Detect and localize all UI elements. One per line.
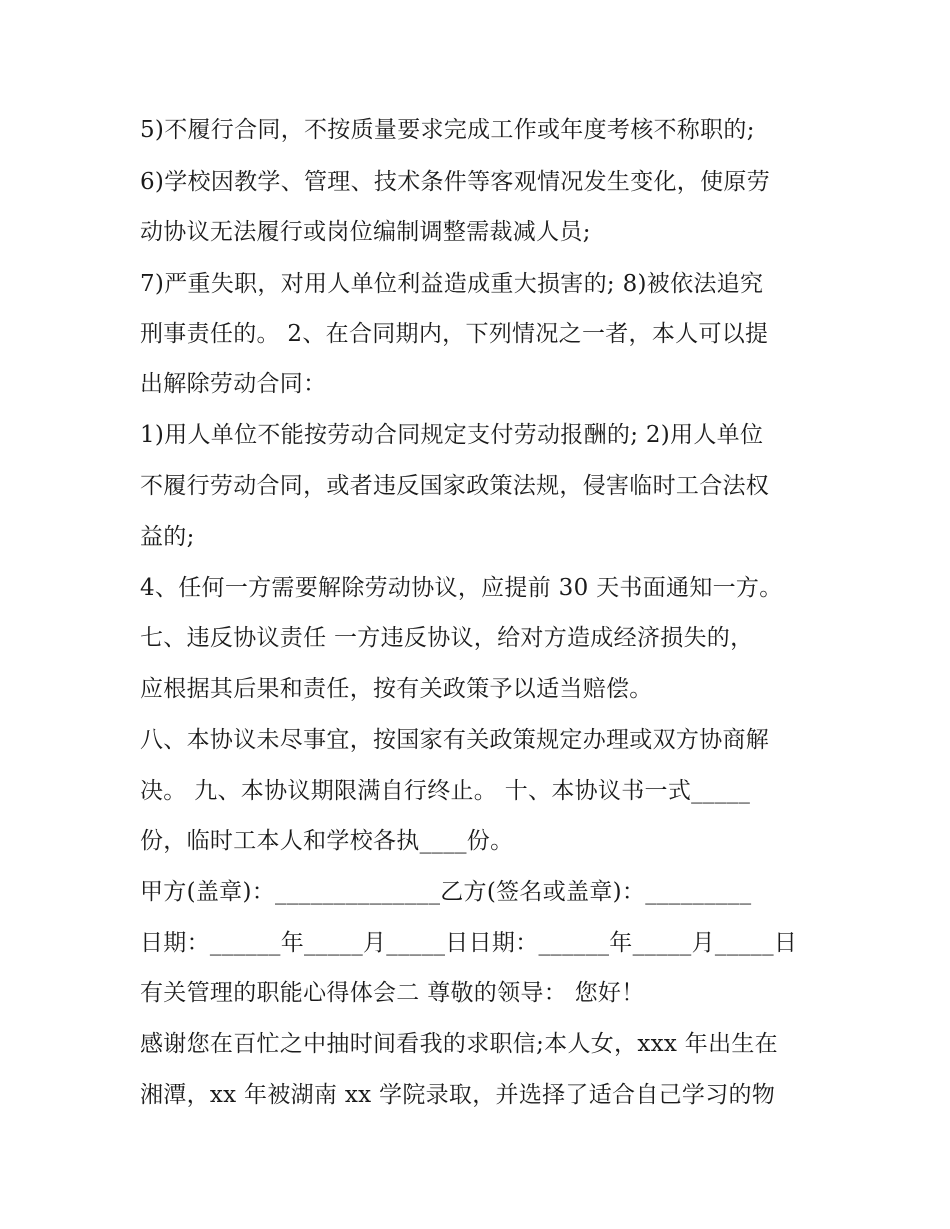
- text-line: 4、任何一方需要解除劳动协议，应提前 30 天书面通知一方。: [140, 575, 783, 601]
- text-line: 动协议无法履行或岗位编制调整需裁减人员;: [140, 219, 591, 245]
- text-line: 有关管理的职能心得体会二 尊敬的领导： 您好！: [140, 980, 645, 1006]
- text-line: 八、本协议未尽事宜，按国家有关政策规定办理或双方协商解: [140, 727, 770, 753]
- text-line: 日期：______年_____月_____日日期：______年_____月_____日: [140, 930, 798, 956]
- text-line: 1)用人单位不能按劳动合同规定支付劳动报酬的; 2)用人单位: [140, 422, 764, 448]
- text-line: 7)严重失职，对用人单位利益造成重大损害的; 8)被依法追究: [140, 271, 764, 297]
- text-line: 出解除劳动合同：: [140, 371, 327, 397]
- text-line: 感谢您在百忙之中抽时间看我的求职信;本人女，xxx 年出生在: [140, 1031, 778, 1057]
- text-line: 5)不履行合同，不按质量要求完成工作或年度考核不称职的;: [140, 117, 755, 143]
- text-line: 刑事责任的。 2、在合同期内，下列情况之一者，本人可以提: [140, 321, 769, 347]
- text-line: 份，临时工本人和学校各执____份。: [140, 828, 514, 854]
- text-line: 决。 九、本协议期限满自行终止。 十、本协议书一式_____: [140, 778, 751, 804]
- text-line: 七、违反协议责任 一方违反协议，给对方造成经济损失的，: [140, 625, 754, 651]
- text-line: 湘潭，xx 年被湖南 xx 学院录取，并选择了适合自己学习的物: [140, 1082, 776, 1108]
- text-line: 益的;: [140, 524, 195, 550]
- text-line: 6)学校因教学、管理、技术条件等客观情况发生变化，使原劳: [140, 169, 771, 195]
- text-line: 不履行劳动合同，或者违反国家政策法规，侵害临时工合法权: [140, 473, 770, 499]
- text-line: 甲方(盖章)：______________乙方(签名或盖章)：_________: [140, 879, 752, 905]
- text-line: 应根据其后果和责任，按有关政策予以适当赔偿。: [140, 676, 653, 702]
